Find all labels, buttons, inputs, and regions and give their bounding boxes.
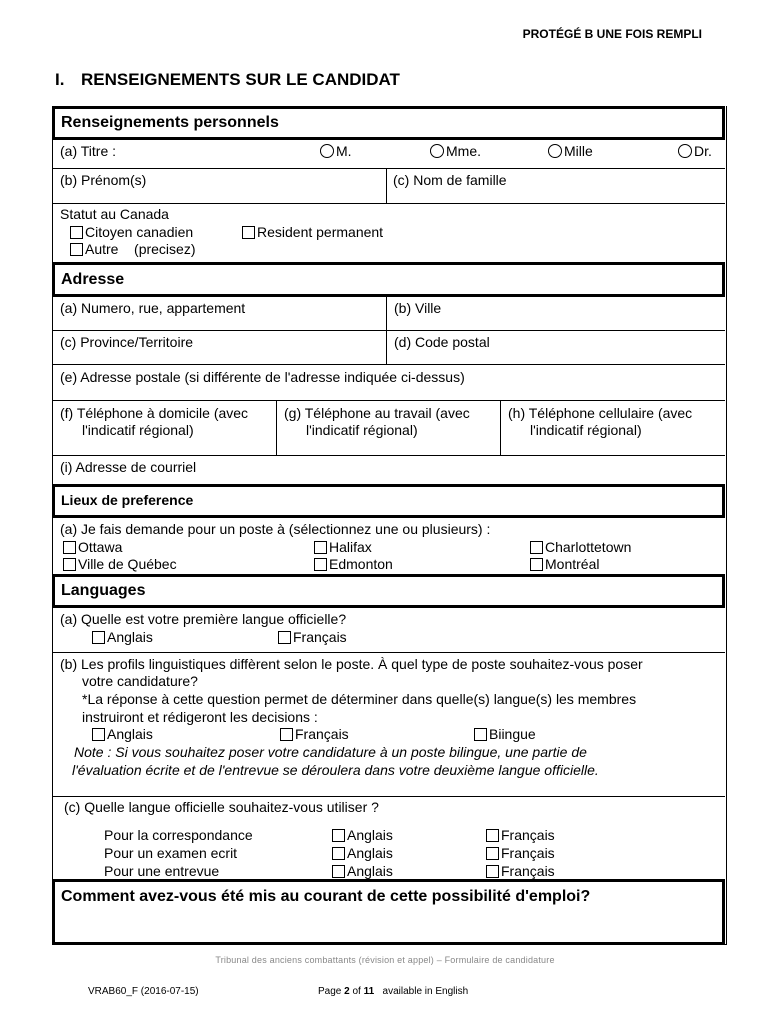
position-bilingual[interactable]: Biingue	[474, 726, 536, 743]
first-language-french[interactable]: Français	[278, 629, 347, 646]
address-heading: Adresse	[52, 262, 725, 297]
cell-phone-field[interactable]: (h) Téléphone cellulaire (avec l'indicatif régional)	[508, 405, 693, 438]
postal-code-field[interactable]: (d) Code postal	[394, 334, 490, 350]
position-type-note-line1: *La réponse à cette question permet de déterminer dans quelle(s) langue(s) les membres	[82, 691, 637, 707]
location-quebec-city[interactable]: Ville de Québec	[63, 556, 177, 573]
checkbox-icon[interactable]	[70, 243, 83, 256]
checkbox-icon[interactable]	[332, 847, 345, 860]
checkbox-icon[interactable]	[314, 558, 327, 571]
divider	[52, 455, 725, 456]
section-number: I.	[55, 70, 65, 89]
first-language-english[interactable]: Anglais	[92, 629, 153, 646]
title-option-mme[interactable]: Mme.	[430, 143, 481, 160]
checkbox-icon[interactable]	[280, 728, 293, 741]
location-ottawa[interactable]: Ottawa	[63, 539, 122, 556]
section-title-text: RENSEIGNEMENTS SUR LE CANDIDAT	[81, 70, 400, 89]
location-halifax[interactable]: Halifax	[314, 539, 372, 556]
home-phone-field[interactable]: (f) Téléphone à domicile (avec l'indicatif régional)	[60, 405, 249, 438]
checkbox-icon[interactable]	[486, 865, 499, 878]
radio-icon[interactable]	[548, 144, 562, 158]
radio-icon[interactable]	[430, 144, 444, 158]
form-id: VRAB60_F (2016-07-15)	[88, 986, 199, 997]
title-label: (a) Titre :	[60, 143, 117, 159]
divider	[52, 796, 725, 797]
status-specify: (precisez)	[134, 241, 196, 257]
correspondence-french[interactable]: Français	[486, 827, 555, 844]
checkbox-icon[interactable]	[486, 829, 499, 842]
exam-label: Pour un examen ecrit	[104, 845, 238, 861]
protected-b-label: PROTÉGÉ B UNE FOIS REMPLI	[522, 27, 702, 41]
checkbox-icon[interactable]	[314, 541, 327, 554]
checkbox-icon[interactable]	[530, 558, 543, 571]
last-name-field[interactable]: (c) Nom de famille	[393, 172, 507, 188]
interview-label: Pour une entrevue	[104, 863, 220, 879]
exam-english[interactable]: Anglais	[332, 845, 393, 862]
divider	[276, 400, 277, 455]
checkbox-icon[interactable]	[486, 847, 499, 860]
locations-question: (a) Je fais demande pour un poste à (sélectionnez une ou plusieurs) :	[60, 521, 491, 537]
location-charlottetown[interactable]: Charlottetown	[530, 539, 631, 556]
position-type-question-line1: (b) Les profils linguistiques diffèrent selon le poste. À quel type de poste souhaitez-vous poser	[60, 656, 643, 672]
street-field[interactable]: (a) Numero, rue, appartement	[60, 300, 246, 316]
bilingual-note-line1: Note : Si vous souhaitez poser votre candidature à un poste bilingue, une partie de	[74, 744, 587, 760]
divider	[500, 400, 501, 455]
checkbox-icon[interactable]	[332, 829, 345, 842]
page-indicator: Page 2 of 11 available in English	[318, 986, 469, 997]
checkbox-icon[interactable]	[278, 631, 291, 644]
correspondence-label: Pour la correspondance	[104, 827, 253, 843]
checkbox-icon[interactable]	[530, 541, 543, 554]
checkbox-icon[interactable]	[63, 558, 76, 571]
first-name-field[interactable]: (b) Prénom(s)	[60, 172, 147, 188]
title-option-m[interactable]: M.	[320, 143, 352, 160]
language-use-question: (c) Quelle langue officielle souhaitez-vous utiliser ?	[64, 799, 379, 815]
position-type-note-line2: instruiront et rédigeront les decisions :	[82, 709, 318, 725]
section-title	[55, 70, 400, 90]
first-language-question: (a) Quelle est votre première langue officielle?	[60, 611, 347, 627]
position-type-question-line2: votre candidature?	[82, 673, 198, 689]
title-option-dr[interactable]: Dr.	[678, 143, 712, 160]
preferred-locations-heading: Lieux de preference	[52, 484, 725, 518]
email-field[interactable]: (i) Adresse de courriel	[60, 459, 197, 475]
status-canadian-citizen[interactable]: Citoyen canadien	[70, 224, 193, 241]
interview-french[interactable]: Français	[486, 863, 555, 880]
position-french[interactable]: Français	[280, 726, 349, 743]
checkbox-icon[interactable]	[474, 728, 487, 741]
title-option-mlle[interactable]: Mille	[548, 143, 593, 160]
city-field[interactable]: (b) Ville	[394, 300, 442, 316]
exam-french[interactable]: Français	[486, 845, 555, 862]
divider	[52, 330, 725, 331]
languages-heading: Languages	[52, 574, 725, 608]
mailing-address-field[interactable]: (e) Adresse postale (si différente de l'adresse indiquée ci-dessus)	[60, 369, 465, 385]
work-phone-field[interactable]: (g) Téléphone au travail (avec l'indicatif régional)	[284, 405, 470, 438]
position-english[interactable]: Anglais	[92, 726, 153, 743]
status-label: Statut au Canada	[60, 206, 169, 222]
divider	[52, 364, 725, 365]
checkbox-icon[interactable]	[70, 226, 83, 239]
personal-info-heading: Renseignements personnels	[52, 106, 725, 140]
location-edmonton[interactable]: Edmonton	[314, 556, 393, 573]
radio-icon[interactable]	[678, 144, 692, 158]
divider	[386, 168, 387, 203]
divider	[52, 203, 725, 204]
divider	[52, 168, 725, 169]
checkbox-icon[interactable]	[242, 226, 255, 239]
checkbox-icon[interactable]	[63, 541, 76, 554]
bilingual-note-line2: l'évaluation écrite et de l'entrevue se déroulera dans votre deuxième langue officielle.	[72, 762, 599, 778]
location-montreal[interactable]: Montréal	[530, 556, 599, 573]
how-did-you-hear-heading[interactable]: Comment avez-vous été mis au courant de cette possibilité d'emploi?	[52, 879, 725, 945]
interview-english[interactable]: Anglais	[332, 863, 393, 880]
correspondence-english[interactable]: Anglais	[332, 827, 393, 844]
status-permanent-resident[interactable]: Resident permanent	[242, 224, 383, 241]
status-other[interactable]: Autre (precisez)	[70, 241, 196, 258]
footer-faded-title: Tribunal des anciens combattants (révision et appel) – Formulaire de candidature	[215, 955, 555, 965]
checkbox-icon[interactable]	[332, 865, 345, 878]
divider	[52, 400, 725, 401]
province-field[interactable]: (c) Province/Territoire	[60, 334, 194, 350]
checkbox-icon[interactable]	[92, 728, 105, 741]
divider	[52, 652, 725, 653]
checkbox-icon[interactable]	[92, 631, 105, 644]
radio-icon[interactable]	[320, 144, 334, 158]
